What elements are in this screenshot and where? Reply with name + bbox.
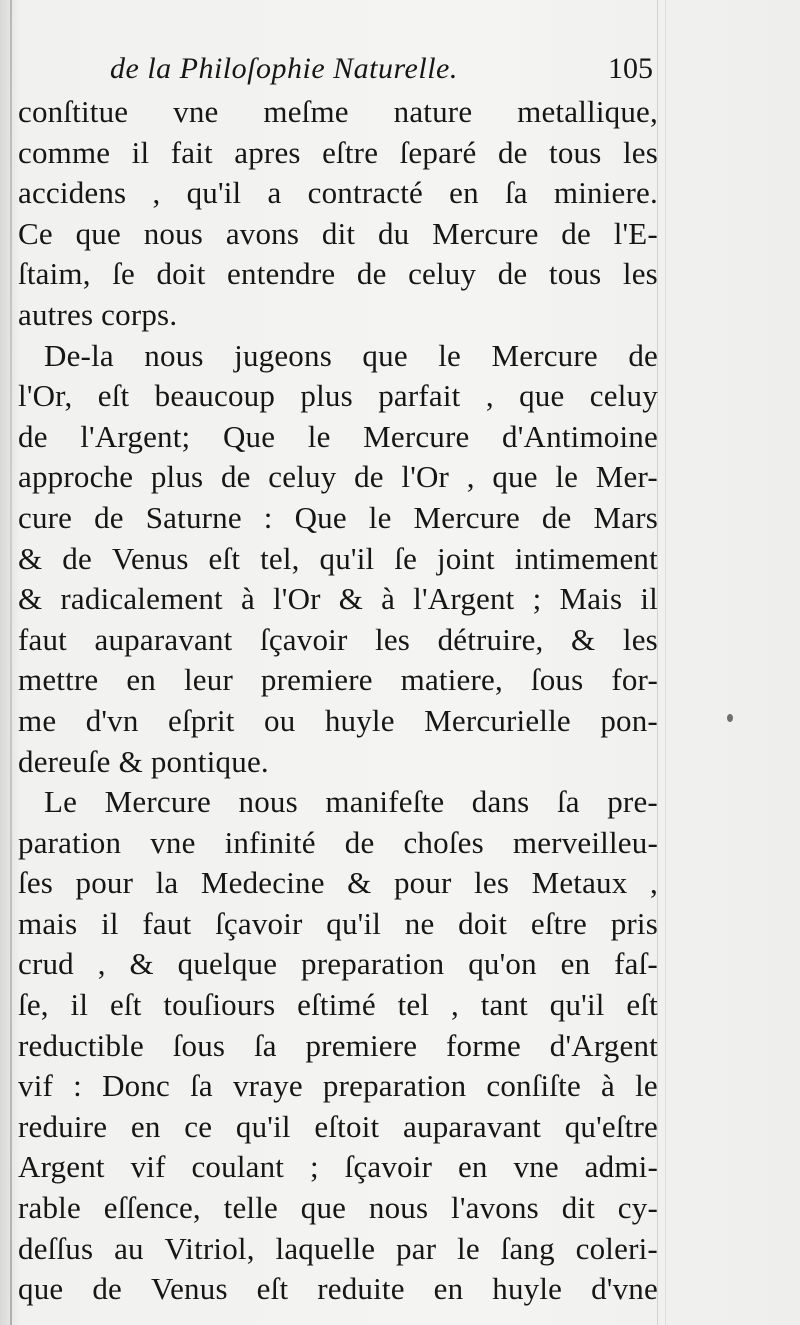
word: ſes	[18, 865, 54, 901]
word: l'Argent	[413, 581, 515, 617]
word: l'avons	[451, 1190, 539, 1226]
word: la	[155, 865, 179, 901]
word: par	[396, 1230, 437, 1266]
word: Mercure	[491, 337, 598, 373]
word: Que	[294, 499, 347, 535]
word: le	[457, 1230, 480, 1266]
word: de	[356, 256, 387, 292]
word: dans	[471, 784, 530, 820]
word: l'Argent;	[80, 418, 191, 454]
word: contracté	[307, 175, 424, 211]
word: l'Or	[272, 581, 321, 617]
text-line	[18, 1229, 658, 1270]
word: à	[601, 1068, 616, 1104]
running-head: de la Philoſophie Naturelle.	[110, 52, 458, 85]
word: Medecine	[200, 865, 325, 901]
word: faut	[142, 905, 192, 941]
word: tous	[549, 134, 602, 170]
word: ſçavoir	[215, 905, 303, 941]
word: ſeparé	[399, 134, 477, 170]
word: qu'il	[186, 175, 242, 211]
word: quelque	[177, 946, 278, 982]
word: for-	[611, 662, 658, 698]
word: eſt	[256, 1271, 289, 1307]
word: choſes	[403, 824, 484, 860]
word: comme	[18, 134, 111, 170]
word: Mais	[559, 581, 623, 617]
word: tant	[480, 987, 528, 1023]
word: l'E-	[613, 215, 658, 251]
word: conſiſte	[486, 1068, 581, 1104]
text-line	[18, 1066, 658, 1107]
word: telle	[223, 1190, 278, 1226]
word: nous	[144, 337, 204, 373]
word: Le	[44, 784, 78, 820]
word: au	[114, 1230, 144, 1266]
word: approche	[18, 459, 134, 495]
word: ſa	[556, 784, 580, 820]
word: auparavant	[403, 1108, 542, 1144]
word: miniere.	[553, 175, 658, 211]
word: qu'il	[235, 1108, 291, 1144]
word: ſous	[530, 662, 584, 698]
text-line	[18, 417, 658, 458]
word: de	[62, 540, 92, 576]
word: ce	[184, 1108, 213, 1144]
word: meſme	[263, 94, 349, 129]
word: intimement	[514, 540, 658, 576]
word: en	[130, 1108, 161, 1144]
word: que	[362, 337, 408, 373]
word: de	[497, 256, 528, 292]
word: Donc	[102, 1068, 171, 1104]
word: cy-	[617, 1190, 658, 1226]
word: faſ-	[614, 946, 658, 982]
text-line	[18, 579, 658, 620]
word: celuy	[268, 459, 337, 495]
word: détruire,	[437, 621, 544, 657]
word: ,	[152, 175, 161, 211]
page-number: 105	[608, 52, 653, 85]
word: l'Or,	[18, 378, 73, 414]
word: les	[622, 621, 658, 657]
word: ſa	[504, 175, 528, 211]
text-line	[18, 985, 658, 1026]
word: de	[354, 459, 384, 495]
word: les	[474, 865, 510, 901]
word: le	[307, 418, 331, 454]
word: nature	[393, 94, 473, 129]
word: à	[240, 581, 255, 617]
word: conſtitue	[18, 94, 129, 129]
word: pour	[393, 865, 452, 901]
text-line	[18, 863, 658, 904]
word: les	[622, 134, 658, 170]
word: que	[492, 459, 538, 495]
word: metallique,	[517, 94, 658, 129]
word: à	[381, 581, 396, 617]
text-line: dereuſe & pontique.	[18, 743, 269, 779]
word: d'vn	[85, 702, 139, 738]
word: que	[300, 1190, 347, 1226]
word: vne	[513, 1149, 559, 1185]
word: ou	[264, 702, 296, 738]
word: il	[70, 987, 89, 1023]
word: admi-	[584, 1149, 658, 1185]
body-text	[18, 92, 658, 1310]
word: radicalement	[60, 581, 223, 617]
word: en	[449, 175, 479, 211]
word: d'Argent	[549, 1027, 658, 1063]
word: &	[18, 540, 43, 576]
binding-gutter	[10, 0, 12, 1325]
word: ſous	[172, 1027, 226, 1063]
word: beaucoup	[154, 378, 276, 414]
word: eſſence,	[103, 1190, 201, 1226]
word: ſang	[500, 1230, 555, 1266]
word: tel	[397, 987, 430, 1023]
word: qu'on	[468, 946, 537, 982]
text-line	[18, 336, 658, 377]
word: premiere	[260, 662, 373, 698]
text-line	[18, 944, 658, 985]
word: vraye	[232, 1068, 303, 1104]
word: premiere	[305, 1027, 418, 1063]
word: &	[571, 621, 596, 657]
word: reductible	[18, 1027, 144, 1063]
word: &	[338, 581, 364, 617]
word: &	[18, 581, 43, 617]
page-header	[110, 52, 655, 92]
word: preparation	[322, 1068, 467, 1104]
word: preparation	[301, 946, 445, 982]
word: ſa	[253, 1027, 277, 1063]
word: Mercure	[104, 784, 212, 820]
word: merveilleu-	[512, 824, 658, 860]
word: qu'il	[319, 540, 375, 576]
word: tous	[548, 256, 602, 292]
word: ;	[532, 581, 542, 617]
word: apres	[234, 134, 301, 170]
word: &	[347, 865, 372, 901]
word: plus	[150, 459, 204, 495]
word: ſçavoir	[260, 621, 348, 657]
word: pour	[75, 865, 134, 901]
word: joint	[436, 540, 495, 576]
word: de	[628, 337, 658, 373]
word: Metaux	[531, 865, 628, 901]
word: Mars	[593, 499, 658, 535]
word: de	[92, 1271, 122, 1307]
word: que	[75, 215, 121, 251]
word: paration	[18, 824, 122, 860]
word: ,	[466, 459, 475, 495]
word: rable	[18, 1190, 81, 1226]
word: reduite	[317, 1271, 405, 1307]
word: il	[101, 905, 119, 941]
word: le	[368, 499, 392, 535]
word: que	[18, 1271, 64, 1307]
word: :	[263, 499, 273, 535]
word: eſprit	[167, 702, 235, 738]
word: forme	[445, 1027, 521, 1063]
word: celuy	[408, 256, 477, 292]
word: faut	[18, 621, 67, 657]
word: doit	[458, 905, 508, 941]
word: accidens	[18, 175, 127, 211]
word: nous	[238, 784, 298, 820]
word: dit	[561, 1190, 596, 1226]
word: infinité	[224, 824, 316, 860]
text-line	[18, 92, 658, 133]
word: touſiours	[163, 987, 276, 1023]
word: en	[126, 662, 157, 698]
word: le	[438, 337, 462, 373]
word: ,	[649, 865, 658, 901]
text-line	[18, 457, 658, 498]
text-line	[18, 254, 658, 295]
word: huyle	[324, 702, 395, 738]
word: ſçavoir	[344, 1149, 433, 1185]
word: huyle	[492, 1271, 563, 1307]
word: crud	[18, 946, 74, 982]
word: mais	[18, 905, 78, 941]
word: de	[497, 134, 528, 170]
word: pon-	[600, 702, 658, 738]
word: coleri-	[575, 1230, 658, 1266]
word: que	[519, 378, 565, 414]
word: qu'il	[549, 987, 605, 1023]
word: entendre	[227, 256, 336, 292]
word: Mercure	[432, 215, 539, 251]
word: ,	[97, 946, 106, 982]
word: en	[457, 1149, 488, 1185]
word: qu'eſtre	[564, 1108, 658, 1144]
text-line	[18, 133, 658, 174]
word: eſt	[208, 540, 241, 576]
text-line	[18, 376, 658, 417]
word: pris	[610, 905, 658, 941]
word: le	[555, 459, 579, 495]
word: eſtoit	[314, 1108, 380, 1144]
word: Que	[222, 418, 276, 454]
word: les	[375, 621, 411, 657]
word: De-la	[44, 337, 114, 373]
word: ſtaim,	[18, 256, 91, 292]
text-line	[18, 498, 658, 539]
word: de	[18, 418, 48, 454]
text-line	[18, 214, 658, 255]
text-line	[18, 782, 658, 823]
word: ,	[485, 378, 494, 414]
word: nous	[143, 215, 204, 251]
word: cure	[18, 499, 73, 535]
word: ſe	[394, 540, 418, 576]
word: en	[560, 946, 591, 982]
word: Argent	[18, 1149, 105, 1185]
word: qu'il	[326, 905, 382, 941]
word: matiere,	[400, 662, 503, 698]
word: de	[220, 459, 251, 495]
word: eſt	[109, 987, 142, 1023]
word: Mer-	[595, 459, 658, 495]
word: en	[433, 1271, 464, 1307]
word: leur	[183, 662, 233, 698]
ink-speck	[727, 714, 733, 722]
word: doit	[156, 256, 206, 292]
text-line	[18, 904, 658, 945]
word: deſſus	[18, 1230, 94, 1266]
word: d'Antimoine	[502, 418, 658, 454]
word: Vitriol,	[164, 1230, 255, 1266]
text-line	[18, 1147, 658, 1188]
word: du	[377, 215, 410, 251]
word: ne	[404, 905, 435, 941]
word: Mercurielle	[424, 702, 571, 738]
word: fait	[170, 134, 213, 170]
text-line	[18, 701, 658, 742]
word: mettre	[18, 662, 99, 698]
word: jugeons	[234, 337, 332, 373]
word: Mercure	[363, 418, 470, 454]
word: reduire	[18, 1108, 108, 1144]
word: il	[640, 581, 658, 617]
text-line	[18, 1188, 658, 1229]
word: Venus	[150, 1271, 228, 1307]
word: ,	[450, 987, 459, 1023]
word: me	[18, 702, 57, 738]
text-line	[18, 823, 658, 864]
word: Ce	[18, 215, 53, 251]
word: plus	[300, 378, 353, 414]
word: eſtre	[530, 905, 587, 941]
word: de	[94, 499, 124, 535]
word: parfait	[378, 378, 461, 414]
text-line	[18, 173, 658, 214]
word: nous	[368, 1190, 429, 1226]
word: laquelle	[275, 1230, 376, 1266]
word: dit	[321, 215, 356, 251]
text-line	[18, 660, 658, 701]
word: eſt	[626, 987, 658, 1023]
word: auparavant	[94, 621, 233, 657]
word: ;	[309, 1149, 319, 1185]
word: &	[129, 946, 154, 982]
word: pre-	[607, 784, 658, 820]
text-line	[18, 539, 658, 580]
word: ſe,	[18, 987, 49, 1023]
word: d'vne	[591, 1271, 658, 1307]
word: avons	[225, 215, 300, 251]
word: il	[131, 134, 150, 170]
word: le	[635, 1068, 658, 1104]
word: tel,	[260, 540, 300, 576]
word: vif	[18, 1068, 54, 1104]
word: :	[73, 1068, 82, 1104]
text-line	[18, 620, 658, 661]
word: eſtimé	[297, 987, 376, 1023]
word: les	[622, 256, 658, 292]
word: celuy	[589, 378, 658, 414]
text-line	[18, 1269, 658, 1310]
word: l'Or	[401, 459, 450, 495]
word: de	[561, 215, 591, 251]
word: ſa	[190, 1068, 213, 1104]
word: vne	[150, 824, 196, 860]
word: de	[344, 824, 375, 860]
word: ſe	[112, 256, 135, 292]
word: vif	[130, 1149, 166, 1185]
word: a	[267, 175, 282, 211]
text-line	[18, 1026, 658, 1067]
word: vne	[173, 94, 219, 129]
text-line	[18, 1107, 658, 1148]
word: de	[541, 499, 572, 535]
text-line: autres corps.	[18, 296, 178, 332]
word: Mercure	[413, 499, 520, 535]
word: manifeſte	[325, 784, 445, 820]
word: coulant	[191, 1149, 285, 1185]
word: Saturne	[145, 499, 242, 535]
page-edge-line-outer	[665, 0, 666, 1325]
word: Venus	[111, 540, 189, 576]
word: eſtre	[322, 134, 379, 170]
word: eſt	[97, 378, 130, 414]
